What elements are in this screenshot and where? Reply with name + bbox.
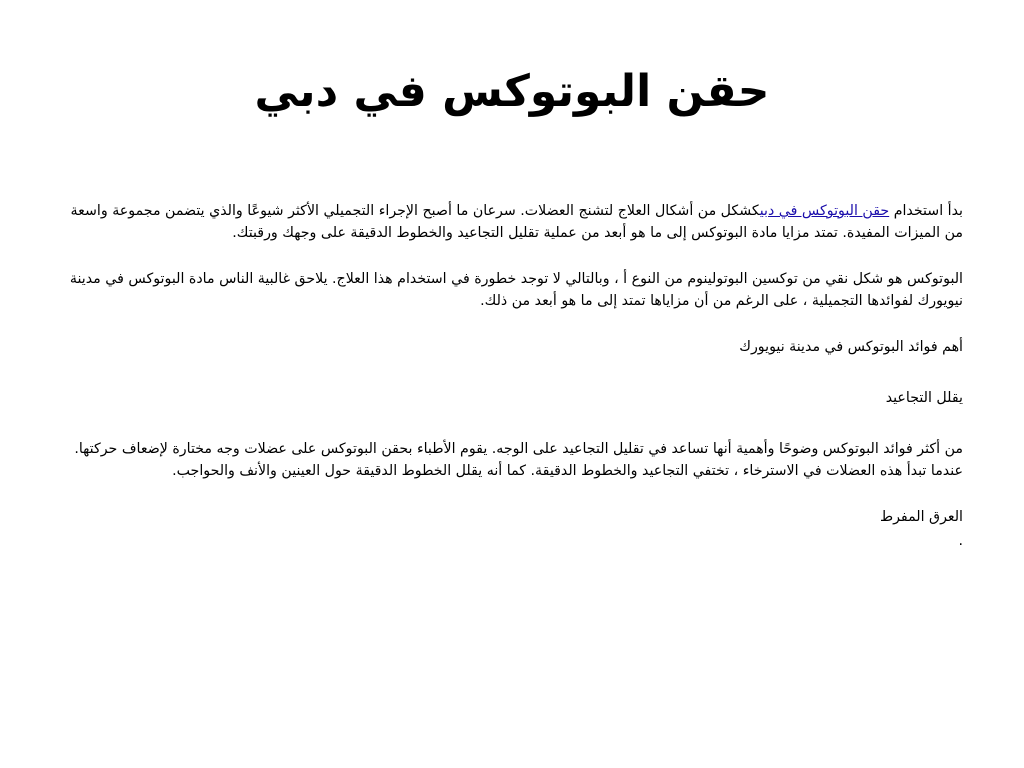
paragraph-botox-definition: البوتوكس هو شكل نقي من توكسين البوتولينوم من النوع أ ، وبالتالي لا توجد خطورة في استخدام هذا العلاج. يلاحق غالبية الناس مادة البوتوكس في مدينة نيويورك لفوائدها التجميلية ، على الرغم من أن مزاياها تمتد إلى ما هو أبعد من ذلك. <box>69 271 963 309</box>
heading-excessive-sweating: العرق المفرط <box>879 509 963 525</box>
heading-benefits: أهم فوائد البوتوكس في مدينة نيويورك <box>739 339 963 355</box>
botox-dubai-link[interactable]: حقن البوتوكس في دبي <box>759 203 890 219</box>
page-title: حقن البوتوكس في دبي <box>254 66 770 117</box>
heading-reduce-wrinkles: يقلل التجاعيد <box>885 390 963 406</box>
trailing-dot: . <box>958 533 963 549</box>
paragraph-intro-before: بدأ استخدام <box>889 203 963 219</box>
paragraph-intro <box>60 200 963 244</box>
slide-body <box>60 200 963 576</box>
paragraph-intro-after: كشكل من أشكال العلاج لتشنج العضلات. سرعان ما أصبح الإجراء التجميلي الأكثر شيوعًا والذي يتضمن مجموعة واسعة من الميزات المفيدة. تمتد مزايا مادة البوتوكس إلى ما هو أبعد من عملية تقليل التجاعيد والخطوط الدقيقة على وجهك ورقبتك. <box>70 203 963 241</box>
paragraph-wrinkles: من أكثر فوائد البوتوكس وضوحًا وأهمية أنها تساعد في تقليل التجاعيد على الوجه. يقوم الأطباء بحقن البوتوكس على عضلات وجه مختارة لإضعاف حركتها. عندما تبدأ هذه العضلات في الاسترخاء ، تختفي التجاعيد والخطوط الدقيقة. كما أنه يقلل الخطوط الدقيقة حول العينين والأنف والحواجب. <box>74 441 963 479</box>
